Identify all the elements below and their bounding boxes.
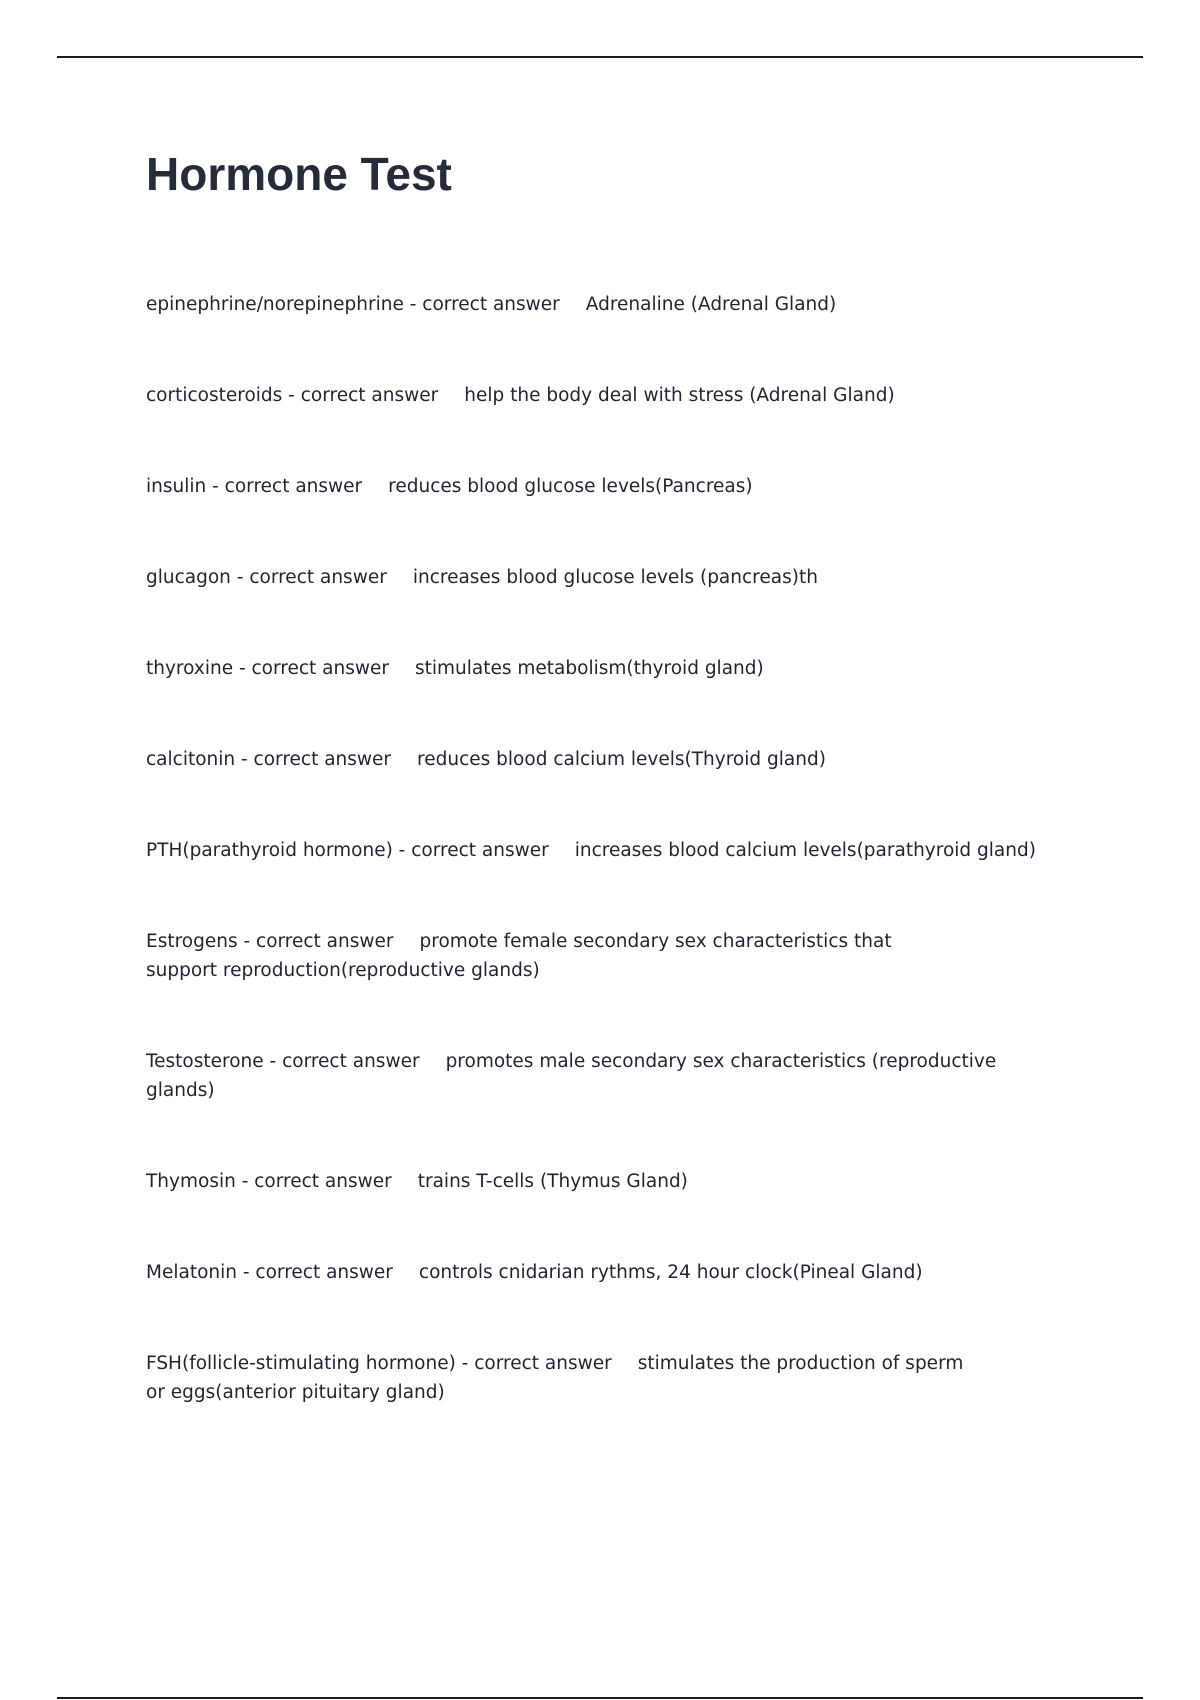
entry-term: Estrogens - correct answer — [146, 931, 394, 952]
list-item — [146, 1349, 986, 1407]
entry-answer: promote female secondary sex characteristics that support reproduction(reproductive glands) — [146, 931, 892, 981]
bottom-rule — [57, 1697, 1143, 1699]
list-item — [146, 563, 1066, 592]
entry-answer: promotes male secondary sex characteristics (reproductive glands) — [146, 1051, 997, 1101]
list-item — [146, 927, 966, 985]
entry-term: Melatonin - correct answer — [146, 1262, 393, 1283]
entry-term: insulin - correct answer — [146, 476, 363, 497]
entry-term: PTH(parathyroid hormone) - correct answer — [146, 840, 549, 861]
list-item — [146, 654, 1066, 683]
list-item — [146, 290, 1066, 319]
list-item — [146, 1258, 1066, 1287]
entry-answer: controls cnidarian rythms, 24 hour clock(Pineal Gland) — [418, 1262, 923, 1283]
entry-answer: increases blood calcium levels(parathyroid gland) — [574, 840, 1036, 861]
entry-answer: Adrenaline (Adrenal Gland) — [585, 294, 837, 315]
list-item — [146, 1167, 1066, 1196]
entry-term: Thymosin - correct answer — [146, 1171, 392, 1192]
list-item — [146, 472, 1066, 501]
list-item — [146, 745, 1066, 774]
top-rule — [57, 56, 1143, 58]
entry-term: Testosterone - correct answer — [146, 1051, 420, 1072]
entry-answer: trains T-cells (Thymus Gland) — [417, 1171, 688, 1192]
list-item — [146, 836, 1066, 865]
entry-list — [146, 290, 1066, 1407]
entry-term: calcitonin - correct answer — [146, 749, 392, 770]
entry-term: thyroxine - correct answer — [146, 658, 389, 679]
entry-answer: stimulates metabolism(thyroid gland) — [414, 658, 764, 679]
page-title: Hormone Test — [146, 148, 452, 200]
entry-answer: reduces blood glucose levels(Pancreas) — [388, 476, 753, 497]
entry-term: glucagon - correct answer — [146, 567, 387, 588]
entry-answer: stimulates the production of sperm or eggs(anterior pituitary gland) — [146, 1353, 964, 1403]
entry-term: epinephrine/norepinephrine - correct answer — [146, 294, 560, 315]
list-item — [146, 1047, 1066, 1105]
entry-answer: increases blood glucose levels (pancreas)th — [412, 567, 818, 588]
entry-answer: help the body deal with stress (Adrenal Gland) — [464, 385, 895, 406]
entry-answer: reduces blood calcium levels(Thyroid gland) — [417, 749, 826, 770]
entry-term: corticosteroids - correct answer — [146, 385, 439, 406]
list-item — [146, 381, 1066, 410]
entry-term: FSH(follicle-stimulating hormone) - correct answer — [146, 1353, 612, 1374]
